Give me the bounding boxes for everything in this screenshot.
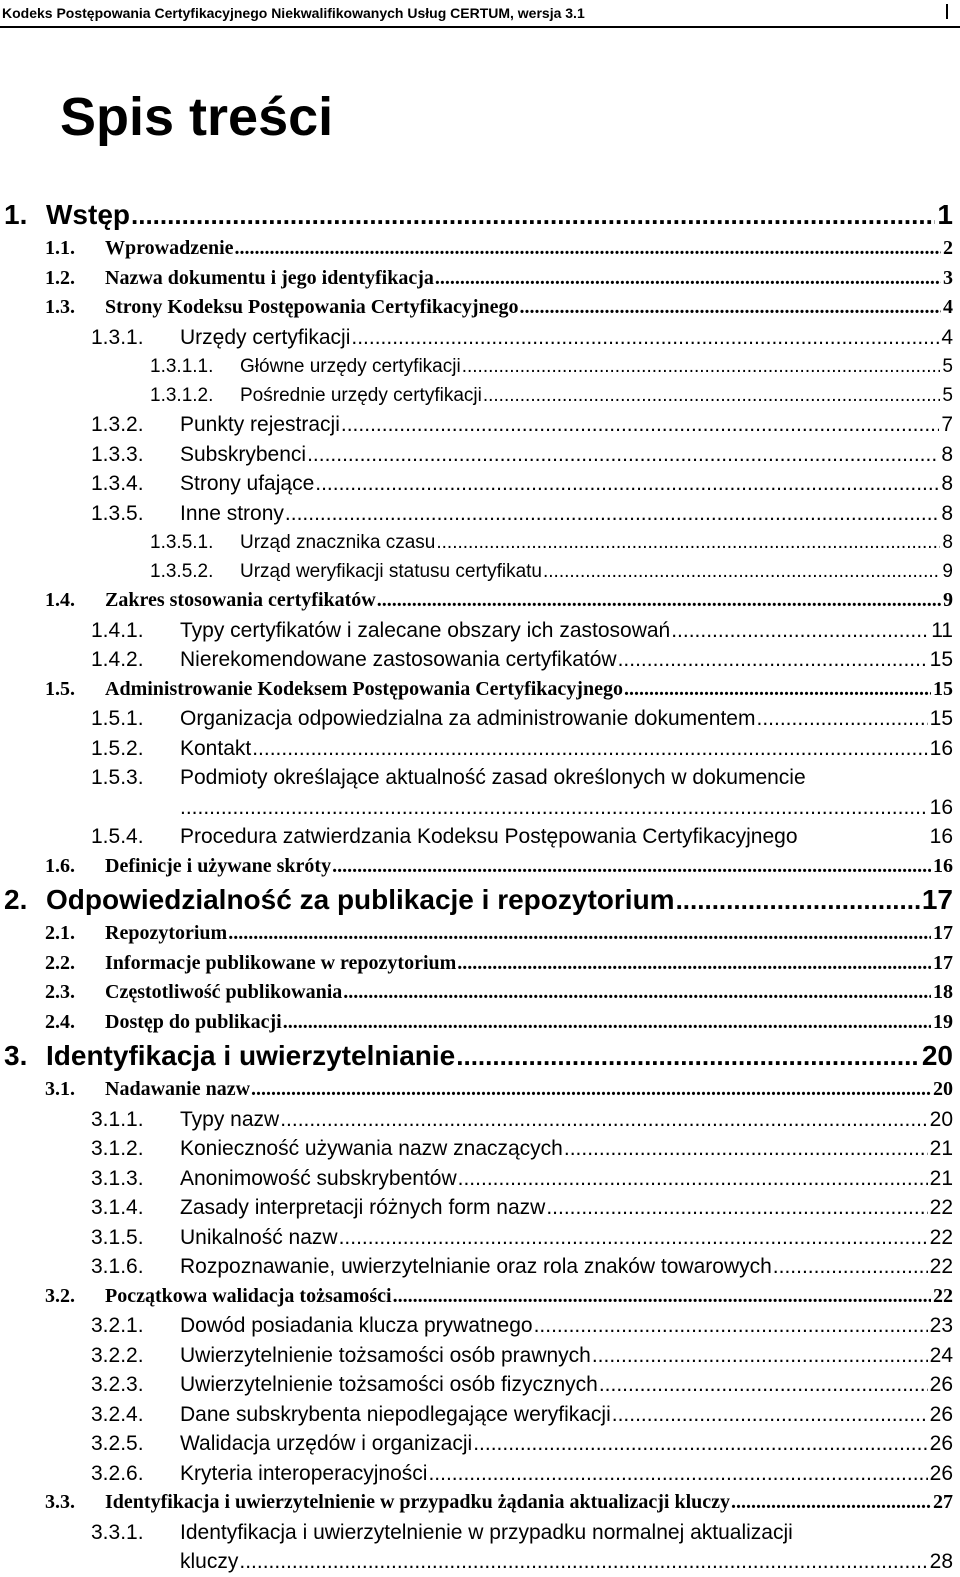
toc-entry[interactable] (0, 852, 960, 882)
toc-dot-leader (251, 1075, 931, 1105)
toc-dot-leader (341, 410, 939, 440)
toc-entry-number: 3. (4, 1040, 28, 1071)
toc-entry-number: 3.1.3. (91, 1166, 144, 1190)
toc-dot-leader (756, 704, 927, 734)
toc-entry-title: Główne urzędy certyfikacji (240, 356, 461, 377)
toc-page-number: 8 (942, 532, 953, 553)
toc-dot-leader (546, 1193, 927, 1223)
toc-page-number: 9 (943, 589, 953, 611)
page-title: Spis treści (60, 87, 334, 147)
toc-dot-leader (307, 440, 939, 470)
toc-entry-number: 2.1. (45, 922, 75, 944)
toc-page-number: 8 (941, 442, 953, 466)
toc-page-number: 15 (929, 707, 953, 730)
toc-dot-leader (228, 919, 931, 949)
toc-entry-title: Inne strony (180, 501, 284, 525)
toc-entry-title: Odpowiedzialność za publikacje i repozytorium (46, 884, 675, 915)
toc-entry[interactable] (0, 1075, 960, 1105)
toc-entry-title: Urząd znacznika czasu (240, 532, 436, 553)
toc-entry[interactable] (0, 1429, 960, 1459)
toc-entry-number: 1.3.5.1. (150, 532, 214, 553)
toc-dot-leader (377, 586, 941, 616)
toc-page-number: 5 (942, 385, 953, 406)
toc-page-number: 22 (929, 1225, 953, 1249)
toc-entry-title: Urząd weryfikacji statusu certyfikatu (240, 561, 542, 582)
toc-page-number: 9 (942, 561, 953, 582)
toc-page-number: 18 (933, 981, 953, 1003)
toc-entry[interactable] (0, 528, 960, 557)
toc-page-number: 1 (937, 199, 953, 230)
toc-entry-number: 1.3.5. (91, 501, 144, 525)
toc-entry-title: Nazwa dokumentu i jego identyfikacja (105, 266, 434, 289)
toc-entry-number: 3.1.1. (91, 1107, 144, 1131)
toc-entry-number: 1.6. (45, 854, 75, 877)
toc-entry-number: 3.3. (45, 1491, 75, 1513)
toc-entry-title: Nadawanie nazw (105, 1078, 251, 1100)
toc-dot-leader (131, 196, 935, 234)
toc-entry[interactable] (0, 616, 960, 646)
toc-entry[interactable] (0, 1341, 960, 1371)
toc-dot-leader (458, 1164, 928, 1194)
toc-dot-leader (731, 1488, 931, 1518)
toc-dot-leader (612, 1400, 928, 1430)
toc-entry-number: 1.5.1. (91, 707, 144, 730)
toc-entry-number: 3.3.1. (91, 1520, 144, 1544)
toc-entry-number: 3.1.5. (91, 1225, 144, 1249)
toc-entry[interactable] (0, 1311, 960, 1341)
toc-entry[interactable] (0, 1193, 960, 1223)
toc-entry-line (91, 763, 953, 793)
toc-entry-title: Repozytorium (105, 922, 228, 944)
toc-page-number: 21 (929, 1166, 953, 1190)
toc-page-number: 24 (929, 1343, 953, 1367)
toc-entry-number: 1.3.3. (91, 442, 144, 466)
toc-dot-leader (393, 1282, 931, 1312)
toc-entry-line (91, 1547, 953, 1577)
toc-entry[interactable] (0, 919, 960, 949)
toc-page-number: 22 (933, 1284, 953, 1307)
toc-page-number: 20 (933, 1078, 953, 1100)
toc-entry[interactable] (0, 381, 960, 410)
toc-dot-leader (456, 1037, 920, 1075)
toc-page-number: 8 (941, 501, 953, 525)
toc-page-number: 16 (929, 736, 953, 760)
toc-dot-leader (534, 1311, 928, 1341)
toc-entry-number: 3.2.6. (91, 1461, 144, 1485)
toc-dot-leader (773, 1252, 928, 1282)
toc-entry-number: 1.3.4. (91, 472, 144, 495)
header-rule (0, 26, 960, 28)
toc-page-number: 8 (941, 472, 953, 495)
toc-entry-title: Identyfikacja i uwierzytelnienie w przypadku normalnej aktualizacji (180, 1520, 793, 1544)
toc-entry-title: Pośrednie urzędy certyfikacji (240, 385, 482, 406)
toc-entry[interactable] (0, 822, 960, 852)
toc-dot-leader (599, 1370, 928, 1400)
toc-page-number: 5 (942, 356, 953, 377)
toc-entry[interactable] (0, 1105, 960, 1135)
toc-dot-leader (564, 1134, 928, 1164)
toc-entry-title: Kontakt (180, 736, 252, 760)
toc-entry[interactable] (0, 557, 960, 586)
toc-entry-number: 1.2. (45, 266, 75, 289)
toc-dot-leader (339, 1223, 928, 1253)
toc-dot-leader (332, 852, 931, 882)
toc-entry-number: 3.1.2. (91, 1137, 144, 1160)
toc-page-number: 20 (921, 1040, 953, 1071)
toc-dot-leader (252, 734, 927, 764)
toc-page-number: 4 (941, 325, 953, 349)
toc-entry[interactable] (0, 1400, 960, 1430)
toc-dot-leader (473, 1429, 927, 1459)
toc-page-number: 7 (941, 413, 953, 436)
toc-entry[interactable] (0, 949, 960, 979)
toc-entry[interactable] (0, 645, 960, 675)
toc-entry-number: 1.4. (45, 589, 75, 611)
toc-entry-number: 3.1.4. (91, 1196, 144, 1219)
toc-dot-leader (235, 234, 941, 264)
toc-entry-number: 1.3. (45, 296, 75, 318)
toc-entry-title: Punkty rejestracji (180, 413, 340, 436)
toc-entry-number: 1.5.2. (91, 736, 144, 760)
running-header (0, 0, 960, 28)
toc-page-number: 23 (929, 1314, 953, 1337)
toc-entry-title: Wstęp (46, 199, 130, 230)
toc-entry-title: Konieczność używania nazw znaczących (180, 1137, 563, 1160)
toc-page-number: 16 (929, 795, 953, 819)
toc-entry[interactable] (0, 1037, 960, 1075)
toc-dot-leader (618, 645, 928, 675)
toc-page-number: 22 (929, 1196, 953, 1219)
toc-page-number: 3 (943, 266, 953, 289)
toc-entry-number: 3.2.5. (91, 1432, 144, 1455)
toc-entry-title: Identyfikacja i uwierzytelnianie (46, 1040, 456, 1071)
toc-entry-title: Nierekomendowane zastosowania certyfikatów (180, 648, 617, 671)
toc-page-number: 26 (929, 1461, 953, 1485)
toc-entry[interactable] (0, 410, 960, 440)
toc-entry[interactable] (0, 234, 960, 264)
toc-page-number: 26 (929, 1402, 953, 1426)
toc-entry-title: Organizacja odpowiedzialna za administrowanie dokumentem (180, 707, 756, 730)
toc-page-number: 20 (929, 1107, 953, 1131)
toc-entry-number: 1.5.3. (91, 766, 144, 789)
toc-entry-title: Rozpoznawanie, uwierzytelnianie oraz rola znaków towarowych (180, 1255, 772, 1278)
toc-entry-number: 1.4.2. (91, 648, 144, 671)
toc-entry[interactable] (0, 1164, 960, 1194)
toc-dot-leader (520, 293, 941, 323)
toc-dot-leader (283, 1008, 931, 1038)
toc-dot-leader (462, 352, 941, 381)
toc-entry-title: Dane subskrybenta niepodlegające weryfikacji (180, 1402, 611, 1426)
toc-entry-title: Administrowanie Kodeksem Postępowania Certyfikacyjnego (105, 677, 623, 700)
toc-entry-number: 1.3.1.1. (150, 356, 214, 377)
toc-entry-title: Wprowadzenie (105, 237, 234, 259)
toc-dot-leader (671, 616, 929, 646)
toc-entry[interactable] (0, 196, 960, 234)
toc-dot-leader (343, 978, 931, 1008)
toc-entry[interactable] (0, 499, 960, 529)
toc-entry[interactable] (0, 264, 960, 294)
toc-dot-leader (543, 557, 940, 586)
toc-entry-number: 3.2.3. (91, 1373, 144, 1396)
header-text-cursor (946, 4, 948, 19)
toc-page-number: 19 (933, 1010, 953, 1033)
toc-dot-leader (351, 323, 939, 353)
toc-dot-leader (457, 949, 931, 979)
toc-entry[interactable] (0, 763, 960, 822)
toc-entry-number: 2.3. (45, 981, 75, 1003)
toc-entry-number: 1.3.5.2. (150, 561, 214, 582)
toc-entry-title: Walidacja urzędów i organizacji (180, 1432, 473, 1455)
toc-entry-number: 2.2. (45, 951, 75, 974)
toc-entry-title: Dowód posiadania klucza prywatnego (180, 1314, 533, 1337)
toc-entry[interactable] (0, 440, 960, 470)
toc-entry-title: Zasady interpretacji różnych form nazw (180, 1196, 546, 1219)
toc-entry-title: Uwierzytelnienie tożsamości osób prawnych (180, 1343, 591, 1367)
toc-page-number: 2 (943, 237, 953, 259)
toc-entry-title: Kryteria interoperacyjności (180, 1461, 428, 1485)
toc-page-number: 21 (929, 1137, 953, 1160)
toc-page-number: 26 (929, 1432, 953, 1455)
toc-page-number: 11 (931, 618, 953, 642)
toc-entry[interactable] (0, 704, 960, 734)
toc-entry-number: 1.4.1. (91, 618, 144, 642)
toc-page-number: 16 (929, 825, 953, 848)
toc-entry-number: 2.4. (45, 1010, 75, 1033)
toc-entry-title: Strony Kodeksu Postępowania Certyfikacyjnego (105, 296, 519, 318)
toc-entry[interactable] (0, 1370, 960, 1400)
toc-entry[interactable] (0, 1282, 960, 1312)
toc-page-number: 17 (933, 922, 953, 944)
toc-entry[interactable] (0, 1518, 960, 1577)
toc-entry-title: Typy nazw (180, 1107, 280, 1131)
toc-page-number: 28 (929, 1550, 953, 1573)
toc-entry[interactable] (0, 1252, 960, 1282)
toc-dot-leader (315, 469, 939, 499)
toc-page-number: 26 (929, 1373, 953, 1396)
toc-page-number: 17 (933, 951, 953, 974)
toc-entry-title: Anonimowość subskrybentów (180, 1166, 457, 1190)
toc-entry[interactable] (0, 1008, 960, 1038)
toc-dot-leader (180, 793, 928, 823)
toc-dot-leader (285, 499, 939, 529)
toc-entry[interactable] (0, 323, 960, 353)
toc-entry[interactable] (0, 1134, 960, 1164)
toc-entry-title: Częstotliwość publikowania (105, 981, 343, 1003)
toc-dot-leader (592, 1341, 928, 1371)
toc-entry-title: Zakres stosowania certyfikatów (105, 589, 376, 611)
toc-entry-number: 3.2.4. (91, 1402, 144, 1426)
toc-entry[interactable] (0, 586, 960, 616)
toc-entry[interactable] (0, 469, 960, 499)
toc-entry-number: 1.3.1.2. (150, 385, 214, 406)
toc-page-number: 22 (929, 1255, 953, 1278)
toc-entry-number: 2. (4, 884, 28, 915)
toc-entry-title: Typy certyfikatów i zalecane obszary ich zastosowań (180, 618, 671, 642)
header-title: Kodeks Postępowania Certyfikacyjnego Niekwalifikowanych Usług CERTUM, wersja 3.1 (2, 5, 585, 21)
toc-entry-number: 3.2. (45, 1284, 75, 1307)
toc-entry-title: Informacje publikowane w repozytorium (105, 951, 457, 974)
toc-entry-number: 3.1. (45, 1078, 75, 1100)
toc-entry-title: Unikalność nazw (180, 1225, 338, 1249)
toc-entry[interactable] (0, 293, 960, 323)
toc-entry[interactable] (0, 1459, 960, 1489)
toc-page-number: 15 (929, 648, 953, 671)
toc-entry-number: 1.5. (45, 677, 75, 700)
toc-entry-number: 3.2.1. (91, 1314, 144, 1337)
toc-entry-title: Subskrybenci (180, 442, 307, 466)
toc-dot-leader (280, 1105, 927, 1135)
toc-dot-leader (483, 381, 941, 410)
toc-dot-leader (239, 1547, 927, 1577)
toc-entry[interactable] (0, 978, 960, 1008)
toc-entry-title: Uwierzytelnienie tożsamości osób fizycznych (180, 1373, 598, 1396)
toc-entry[interactable] (0, 734, 960, 764)
toc-page-number: 17 (921, 884, 953, 915)
toc-entry-number: 1.3.2. (91, 413, 144, 436)
toc-page-number: 27 (933, 1491, 953, 1513)
toc-entry[interactable] (0, 1488, 960, 1518)
toc-entry-title: Początkowa walidacja tożsamości (105, 1284, 392, 1307)
toc-page-number: 16 (933, 854, 953, 877)
toc-entry-number: 1.3.1. (91, 325, 144, 349)
toc-page-number: 4 (943, 296, 953, 318)
toc-entry-title: Identyfikacja i uwierzytelnienie w przypadku żądania aktualizacji kluczy (105, 1491, 730, 1513)
toc-entry-line (91, 793, 953, 823)
toc-dot-leader (428, 1459, 927, 1489)
toc-entry-title-continued: kluczy (180, 1550, 239, 1573)
toc-entry-title: Dostęp do publikacji (105, 1010, 282, 1033)
toc-page-number: 15 (933, 677, 953, 700)
toc-entry[interactable] (0, 881, 960, 919)
toc-entry-number: 3.2.2. (91, 1343, 144, 1367)
toc-dot-leader (435, 264, 941, 294)
toc-entry-title: Strony ufające (180, 472, 315, 495)
toc-entry-title: Procedura zatwierdzania Kodeksu Postępowania Certyfikacyjnego (180, 825, 798, 848)
toc-entry-title: Podmioty określające aktualność zasad określonych w dokumencie (180, 766, 806, 789)
toc-dot-leader (624, 675, 931, 705)
toc-dot-leader (676, 881, 920, 919)
toc-entry-number: 1.5.4. (91, 825, 144, 848)
toc-entry-number: 1. (4, 199, 28, 230)
toc-entry-number: 3.1.6. (91, 1255, 144, 1278)
toc-entry-title: Definicje i używane skróty (105, 854, 332, 877)
toc-entry[interactable] (0, 352, 960, 381)
toc-entry[interactable] (0, 1223, 960, 1253)
toc-entry-number: 1.1. (45, 237, 75, 259)
table-of-contents (0, 196, 960, 1577)
toc-dot-leader (436, 528, 940, 557)
toc-entry-title: Urzędy certyfikacji (180, 325, 351, 349)
toc-entry[interactable] (0, 675, 960, 705)
